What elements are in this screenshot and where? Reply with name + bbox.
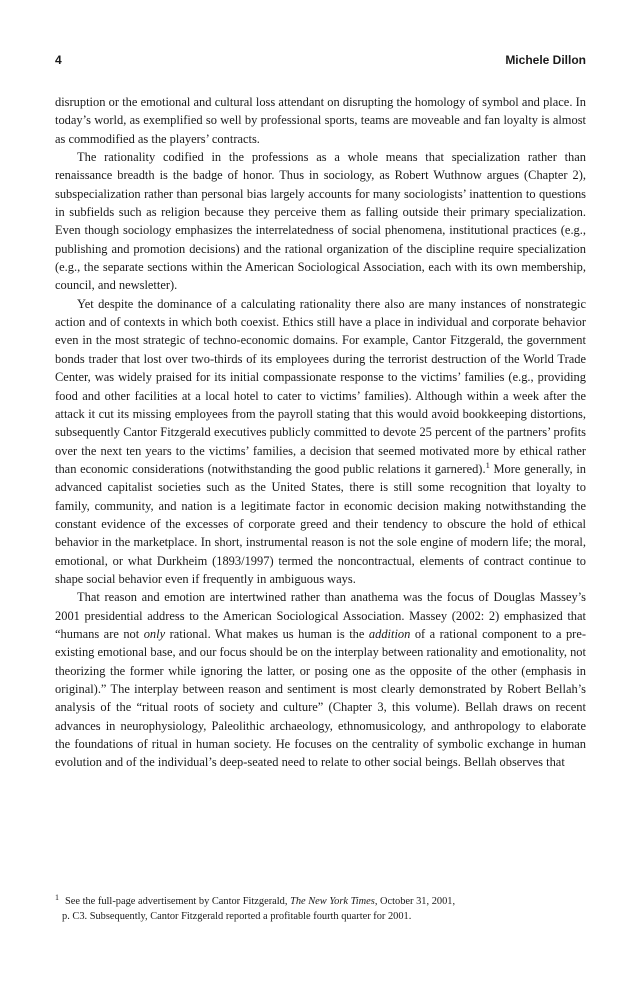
footnote-source-title: The New York Times xyxy=(290,896,375,907)
body-text xyxy=(55,93,586,772)
footnote-text-b: , October 31, 2001, xyxy=(374,896,456,907)
footnote-line-1 xyxy=(55,894,586,909)
paragraph-1: disruption or the emotional and cultural loss attendant on disrupting the homology of symbol and place. In today’s world, as exemplified so well by professional sports, teams are moveable and fan loyalty is almost as commodified as the players’ contracts. xyxy=(55,95,586,146)
paragraph-4 xyxy=(55,588,586,771)
emphasis-only: only xyxy=(143,626,166,641)
paragraph-4-text-a: That reason and emotion are intertwined rather than anathema was the focus of Douglas Massey’s 2001 presidential address to the American Sociological Association. Massey (2002: 2) emphasized that “humans are not xyxy=(55,590,586,641)
footnote-mark: 1 xyxy=(55,892,59,902)
paragraph-3-text-b: More generally, in advanced capitalist societies such as the United States, there is still some recognition that loyalty to family, community, and nation is a legitimate factor in economic decision making notwithstanding the constant evidence of the excesses of corporate greed and their tendency to obscure the hold of ethical behavior in the marketplace. In short, instrumental reason is not the sole engine of modern life; the moral, emotional, or what Durkheim (1893/1997) termed the noncontractual, elements of contract continue to shape social behavior even if frequently in ambiguous ways. xyxy=(55,461,587,586)
running-head-author: Michele Dillon xyxy=(505,53,586,67)
footnote-reference[interactable]: 1 xyxy=(485,459,490,470)
footnote-line-2: p. C3. Subsequently, Cantor Fitzgerald reported a profitable fourth quarter for 2001. xyxy=(62,911,412,922)
paragraph-3-text-a: Yet despite the dominance of a calculating rationality there also are many instances of nonstrategic action and of contexts in which both coexist. Ethics still have a place in individual and corporate behavior even in the most strategic of techno-economic domains. For example, Cantor Fitzgerald, the government bonds trader that lost over two-thirds of its employees during the terrorist destruction of the World Trade Center, was widely praised for its initial compassionate response to the victims’ families (e.g., providing food and other facilities at a local hotel to cater to victims’ families). Although within a week after the attack it cut its missing employees from the payroll stating that this would avoid bookkeeping distortions, subsequently Cantor Fitzgerald executives publicly committed to devote 25 percent of the partners’ profits over the next ten years to the victims’ families, a decision that seemed motivated more by ethical rather than economic considerations (notwithstanding the good public relations it garnered). xyxy=(55,296,586,476)
paragraph-2: The rationality codified in the professions as a whole means that specialization rather than renaissance breadth is the badge of honor. Thus in sociology, as Robert Wuthnow argues (Chapter 2), subspecialization rather than personal bias largely accounts for many sociologists’ inattention to questions in subfields such as religion because they perceive them as falling outside their primary specialization. Even though sociology emphasizes the interrelatedness of social phenomena, institutional practices (e.g., publishing and promotion decisions) and the rational organization of the discipline require specialization (e.g., the separate sections within the American Sociological Association, each with its own membership, council, and newsletter). xyxy=(55,150,586,293)
paragraph-4-text-b: rational. What makes us human is the xyxy=(165,626,369,641)
emphasis-addition: addition xyxy=(368,626,411,641)
footnote xyxy=(55,894,586,924)
page xyxy=(55,52,586,772)
paragraph-3 xyxy=(55,295,586,589)
paragraph-4-text-c: of a rational component to a pre-existing emotional base, and our focus should be on the interplay between rationality and emotionality, not theorizing the former while ignoring the latter, or posing one as the opposite of the other (emphasis in original).” The interplay between reason and sentiment is most clearly demonstrated by Robert Bellah’s analysis of the “ritual roots of society and culture” (Chapter 3, this volume). Bellah draws on recent advances in neurophysiology, Paleolithic archaeology, ethnomusicology, and anthropology to elaborate the foundations of ritual in human society. He focuses on the centrality of symbolic exchange in human evolution and of the individual’s deep-seated need to relate to other social beings. Bellah observes that xyxy=(55,626,586,770)
page-number: 4 xyxy=(55,53,62,67)
running-head xyxy=(55,52,586,68)
footnote-text-a: See the full-page advertisement by Cantor Fitzgerald, xyxy=(65,896,291,907)
